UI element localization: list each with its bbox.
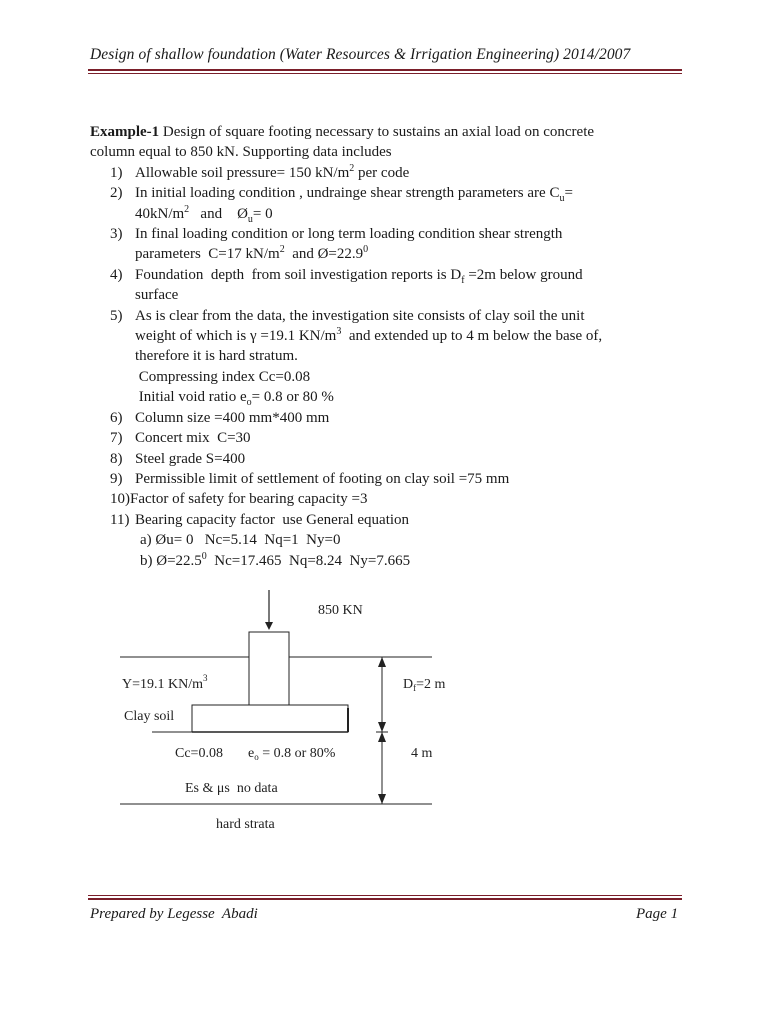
list-item-2: 2) In initial loading condition , undrainge shear strength parameters are $C_u=$ xyxy=(110,185,573,205)
example-intro-2: column equal to 850 kN. Supporting data includes xyxy=(90,144,392,161)
bearing-case-b: b) $Ø=22.5^0$ Nc=17.465 Nq=8.24 Ny=7.665 xyxy=(140,550,411,569)
eo-label: $e_o = 0.8$ or 80% xyxy=(248,746,336,762)
footing-diagram xyxy=(112,588,472,838)
list-item-5: 5) As is clear from the data, the investigation site consists of clay soil the unit xyxy=(110,307,585,324)
load-arrow-head xyxy=(265,622,273,630)
list-item-5-cont: weight of which is γ =19.1 $KN/m^3$ and extended up to 4 m below the base of, xyxy=(135,326,603,345)
list-item-1: 1) Allowable soil pressure= 150 $kN/m^2$ per code xyxy=(110,162,410,181)
list-item-3: 3) In final loading condition or long term loading condition shear strength xyxy=(110,226,563,243)
list-item-9: 9) Permissible limit of settlement of footing on clay soil =75 mm xyxy=(110,470,510,487)
example-label: Example-1 xyxy=(90,124,160,140)
page-number: Page 1 xyxy=(636,906,679,922)
bearing-case-a: a) Øu= 0 Nc=5.14 Nq=1 Ny=0 xyxy=(140,532,341,549)
unit-weight-label: Y=19.1 $KN/m^3$ xyxy=(122,673,208,692)
list-item-4-cont: surface xyxy=(135,287,179,304)
load-label: 850 KN xyxy=(318,603,363,618)
column xyxy=(249,632,289,706)
compressing-index: Compressing index Cc=0.08 xyxy=(135,368,311,385)
list-item-2-cont: $40kN/m^2$ and $Ø_u= 0$ xyxy=(135,203,273,225)
list-item-5-cont-2: therefore it is hard stratum. xyxy=(135,348,298,365)
list-item-4: 4) Foundation depth from soil investigation reports is $D_f =2m$ below ground xyxy=(110,266,583,286)
header-rule xyxy=(88,69,682,74)
example-intro: Example-1 Design of square footing necessary to sustains an axial load on concrete xyxy=(90,124,595,140)
list-item-3-cont: parameters C=17 $kN/m^2$ and $Ø=22.9^0$ xyxy=(135,244,369,263)
clay-soil-label: Clay soil xyxy=(124,709,175,724)
list-item-11: 11) Bearing capacity factor use General equation xyxy=(110,511,410,528)
list-item-10: 10)Factor of safety for bearing capacity =3 xyxy=(110,491,368,508)
footer-rule xyxy=(88,895,682,900)
df-label: $D_f=2$ m xyxy=(403,677,446,693)
depth-4m-label: 4 m xyxy=(411,746,433,761)
list-item-6: 6) Column size =400 mm*400 mm xyxy=(110,409,330,426)
footing xyxy=(192,705,348,732)
void-ratio: Initial void ratio $e_o= 0.8$ or 80 % xyxy=(135,389,334,409)
list-item-7: 7) Concert mix C=30 xyxy=(110,430,251,447)
list-item-8: 8) Steel grade S=400 xyxy=(110,450,246,467)
footer-author: Prepared by Legesse Abadi xyxy=(90,906,258,922)
es-label: Es & μs no data xyxy=(185,781,278,796)
cc-label: Cc=0.08 xyxy=(175,746,223,761)
hard-strata-label: hard strata xyxy=(216,817,275,832)
page-header: Design of shallow foundation (Water Resources & Irrigation Engineering) 2014/2007 xyxy=(90,46,631,63)
example-content xyxy=(90,122,690,571)
